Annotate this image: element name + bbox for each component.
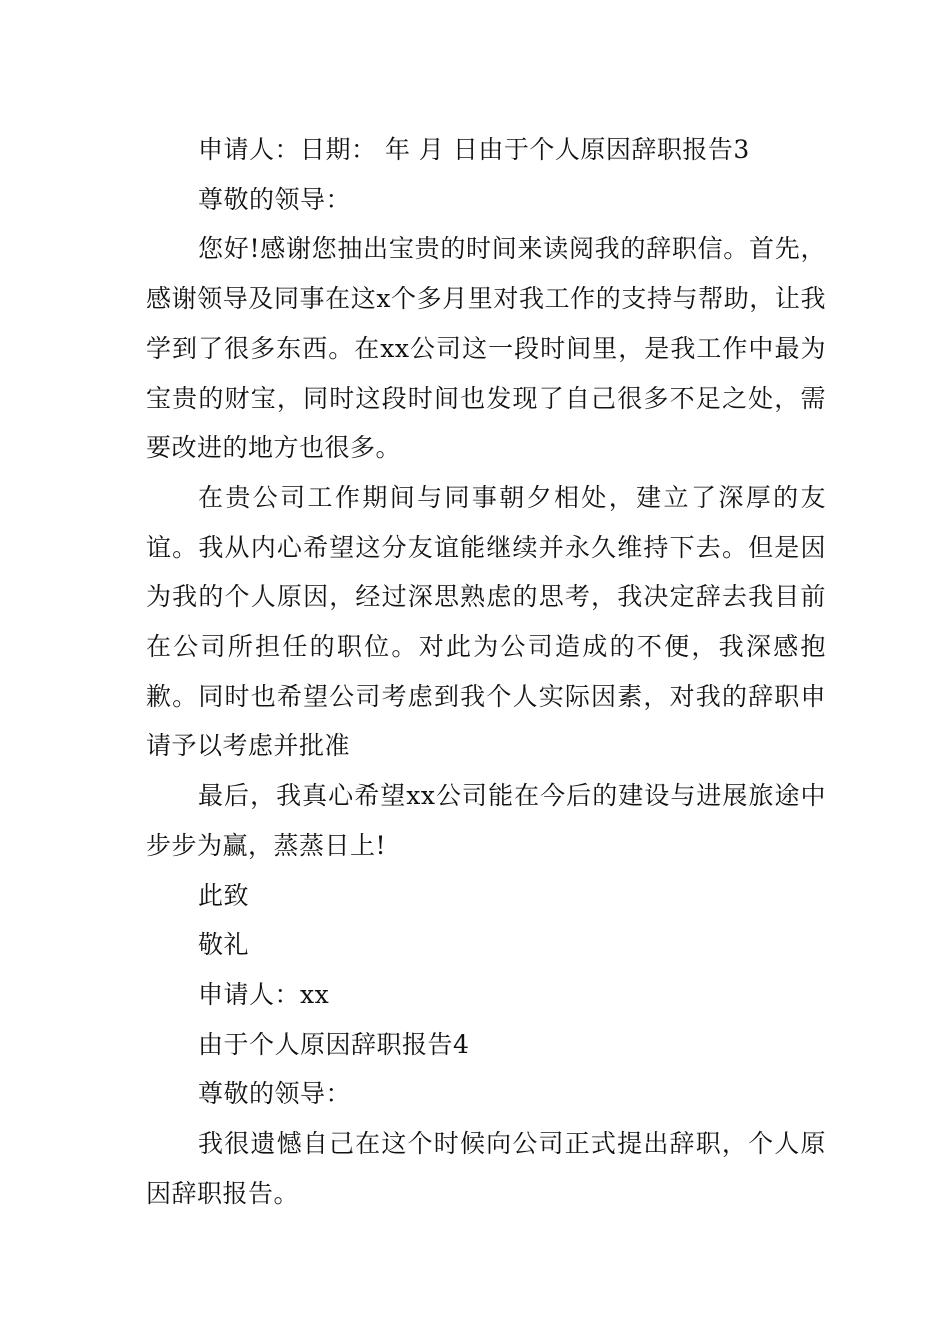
report-heading-4: 由于个人原因辞职报告4 <box>198 1029 470 1059</box>
body-paragraph-1: 您好!感谢您抽出宝贵的时间来读阅我的辞职信。首先，感谢领导及同事在这x个多月里对我工作的支持与帮助，让我学到了很多东西。在xx公司这一段时间里，是我工作中最为宝贵的财宝，同时这段时间也发现了自己很多不足之处，需要改进的地方也很多。 <box>146 234 826 463</box>
document-body <box>146 125 826 1218</box>
closing-line-2: 敬礼 <box>198 930 250 960</box>
body-paragraph-2: 在贵公司工作期间与同事朝夕相处，建立了深厚的友谊。我从内心希望这分友谊能继续并永久维持下去。但是因为我的个人原因，经过深思熟虑的思考，我决定辞去我目前在公司所担任的职位。对此为公司造成的不便，我深感抱歉。同时也希望公司考虑到我个人实际因素，对我的辞职申请予以考虑并批准 <box>146 482 826 761</box>
salutation-2: 尊敬的领导： <box>198 1079 352 1109</box>
body-paragraph-4: 我很遗憾自己在这个时候向公司正式提出辞职，个人原因辞职报告。 <box>146 1129 826 1208</box>
closing-line-1: 此致 <box>198 880 250 910</box>
applicant-date-line: 申请人：日期： 年 月 日由于个人原因辞职报告3 <box>198 135 750 164</box>
salutation: 尊敬的领导： <box>198 184 352 214</box>
applicant-signature: 申请人：xx <box>198 979 330 1009</box>
body-paragraph-3: 最后，我真心希望xx公司能在今后的建设与进展旅途中步步为赢，蒸蒸日上! <box>146 781 826 860</box>
